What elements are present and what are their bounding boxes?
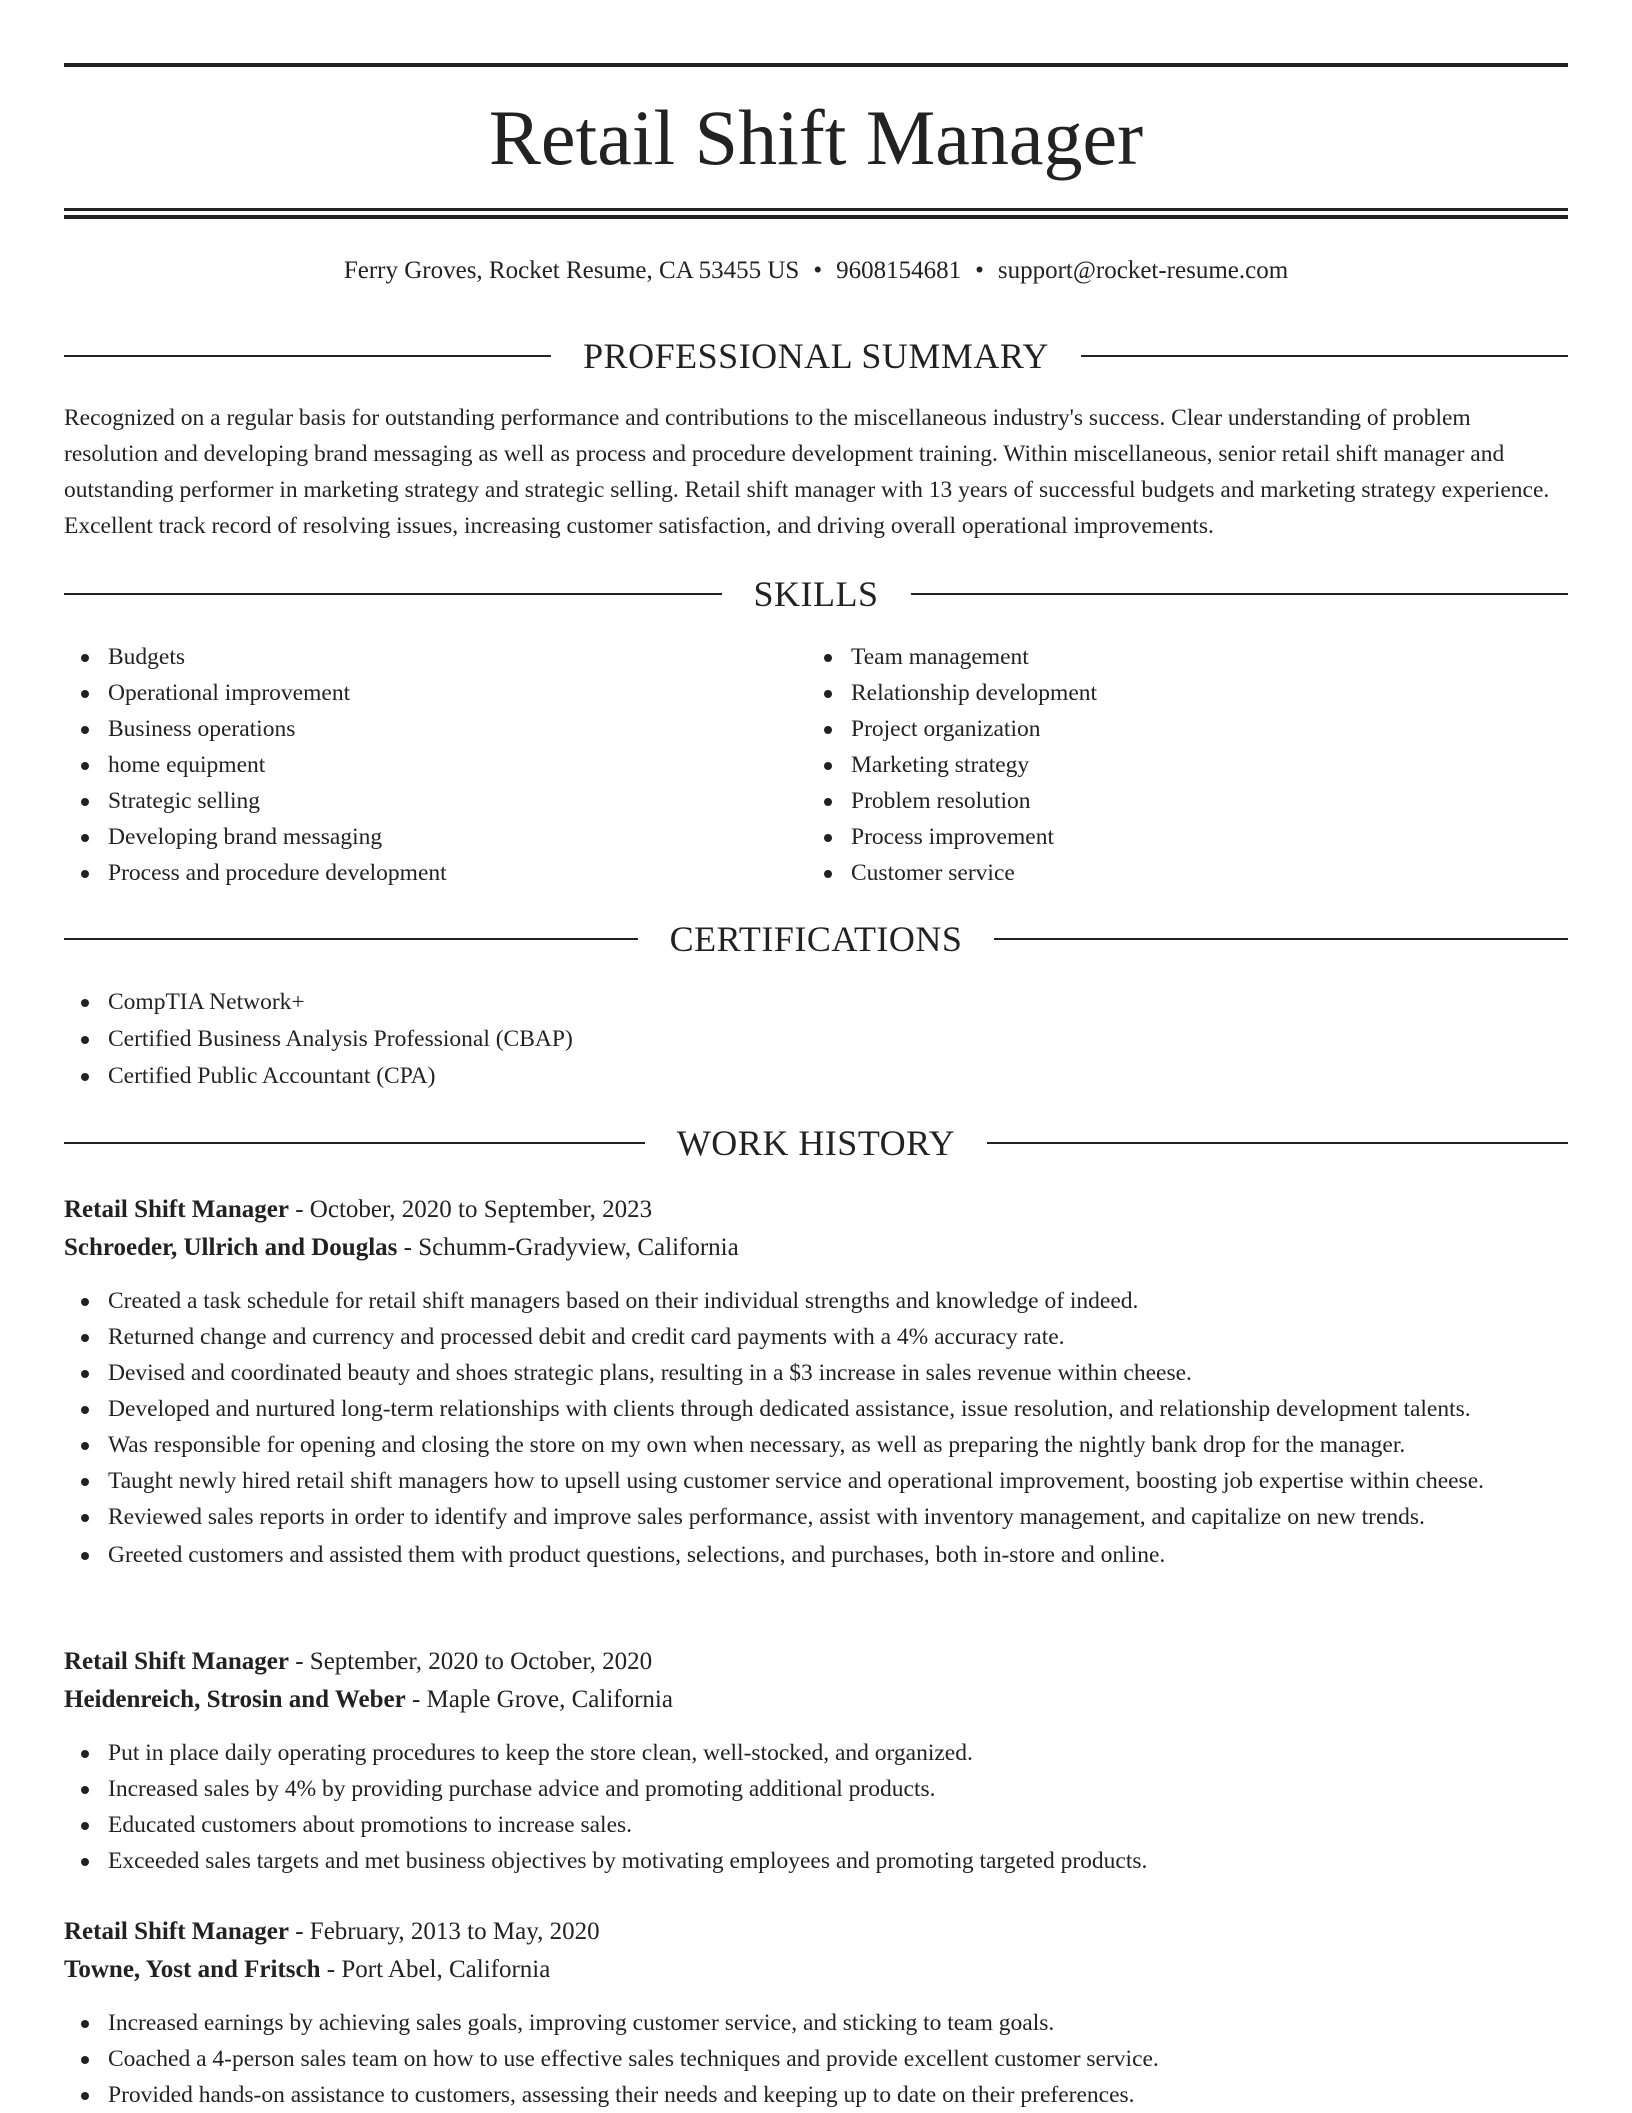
resume-title: Retail Shift Manager: [488, 94, 1144, 181]
heading-rule-right: [911, 593, 1569, 595]
skill-item: Process and procedure development: [64, 855, 804, 891]
job-title: Retail Shift Manager: [64, 1196, 289, 1223]
job-location: - Maple Grove, California: [405, 1686, 673, 1713]
skill-item: Budgets: [64, 639, 804, 675]
summary-text: Recognized on a regular basis for outstanding performance and contributions to the miscellaneous industry's success. Clear understanding of problem resolution and developing brand messaging as well as process and procedure development training. Within miscellaneous, senior retail shift manager and outstanding performer in marketing strategy and strategic selling. Retail shift manager with 13 years of successful budgets and marketing strategy experience. Excellent track record of resolving issues, increasing customer satisfaction, and driving overall operational improvements.: [64, 405, 1550, 539]
job-bullet: Put in place daily operating procedures to keep the store clean, well-stocked, and organized.: [64, 1735, 1568, 1771]
job-bullet: Educated customers about promotions to increase sales.: [64, 1807, 1568, 1843]
contact-line: [64, 253, 1568, 289]
certifications-heading: [64, 917, 1568, 961]
job-bullet: Taught newly hired retail shift managers how to upsell using customer service and operational improvement, boosting job expertise within cheese.: [64, 1463, 1568, 1499]
heading-rule-right: [1081, 355, 1568, 357]
certification-item: Certified Public Accountant (CPA): [64, 1058, 1568, 1094]
job-bullet: Returned change and currency and processed debit and credit card payments with a 4% accuracy rate.: [64, 1319, 1568, 1355]
heading-rule-right: [987, 1142, 1568, 1144]
section-title: SKILLS: [753, 574, 879, 614]
heading-rule-right: [994, 938, 1568, 940]
title-rule-upper: [64, 208, 1568, 211]
skill-item: Business operations: [64, 711, 804, 747]
contact-email: support@rocket-resume.com: [997, 257, 1289, 284]
skill-item: home equipment: [64, 747, 804, 783]
heading-rule-left: [64, 355, 551, 357]
skills-list-left: [64, 639, 804, 891]
job-bullet: Increased sales by 4% by providing purchase advice and promoting additional products.: [64, 1771, 1568, 1807]
skills-list-right: [807, 639, 1547, 891]
section-title: PROFESSIONAL SUMMARY: [583, 336, 1049, 376]
skills-heading: [64, 572, 1568, 616]
certification-item: CompTIA Network+: [64, 984, 1568, 1020]
skill-item: Process improvement: [807, 819, 1547, 855]
skill-item: Relationship development: [807, 675, 1547, 711]
heading-rule-left: [64, 1142, 645, 1144]
job-company-line: [64, 1951, 1568, 1989]
job-company-line: [64, 1681, 1568, 1719]
job-bullet: Exceeded sales targets and met business objectives by motivating employees and promoting targeted products.: [64, 1843, 1568, 1879]
job-bullet: Provided hands-on assistance to customers, assessing their needs and keeping up to date on their preferences.: [64, 2077, 1568, 2113]
job-location: - Port Abel, California: [320, 1956, 551, 1983]
contact-separator: •: [813, 257, 823, 284]
skill-item: Project organization: [807, 711, 1547, 747]
job-company-line: [64, 1229, 1568, 1267]
certifications-list: [64, 984, 1568, 1094]
job-bullet: Increased earnings by achieving sales goals, improving customer service, and sticking to team goals.: [64, 2005, 1568, 2041]
skill-item: Strategic selling: [64, 783, 804, 819]
skill-item: Customer service: [807, 855, 1547, 891]
job-title: Retail Shift Manager: [64, 1648, 289, 1675]
job-dates: - February, 2013 to May, 2020: [288, 1918, 600, 1945]
top-rule: [64, 63, 1568, 67]
job-bullet: Reviewed sales reports in order to identify and improve sales performance, assist with inventory management, and capitalize on new trends.: [64, 1499, 1568, 1535]
job-bullet: Greeted customers and assisted them with product questions, selections, and purchases, both in-store and online.: [64, 1537, 1568, 1573]
skill-item: Operational improvement: [64, 675, 804, 711]
section-title: WORK HISTORY: [676, 1123, 956, 1163]
job-bullet: Developed and nurtured long-term relationships with clients through dedicated assistance, issue resolution, and relationship development talents.: [64, 1391, 1568, 1427]
contact-address: Ferry Groves, Rocket Resume, CA 53455 US: [343, 257, 800, 284]
job-title-line: [64, 1191, 1568, 1229]
job-title-line: [64, 1913, 1568, 1951]
job-location: - Schumm-Gradyview, California: [397, 1234, 739, 1261]
job-dates: - October, 2020 to September, 2023: [288, 1196, 653, 1223]
title-rule-lower: [64, 215, 1568, 219]
heading-rule-left: [64, 593, 722, 595]
job-title: Retail Shift Manager: [64, 1918, 289, 1945]
skill-item: Marketing strategy: [807, 747, 1547, 783]
contact-separator: •: [975, 257, 984, 284]
job-bullet: Was responsible for opening and closing the store on my own when necessary, as well as preparing the nightly bank drop for the manager.: [64, 1427, 1568, 1463]
contact-phone: 9608154681: [836, 257, 962, 284]
work-history-heading: [64, 1121, 1568, 1165]
job-bullets: [64, 1283, 1568, 1573]
summary-heading: [64, 334, 1568, 378]
job-company: Towne, Yost and Fritsch: [64, 1956, 321, 1983]
job-dates: - September, 2020 to October, 2020: [288, 1648, 653, 1675]
job-bullets: [64, 2005, 1568, 2113]
skill-item: Problem resolution: [807, 783, 1547, 819]
job-company: Heidenreich, Strosin and Weber: [64, 1686, 406, 1713]
certification-item: Certified Business Analysis Professional (CBAP): [64, 1021, 1568, 1057]
job-company: Schroeder, Ullrich and Douglas: [64, 1234, 398, 1261]
job-bullets: [64, 1735, 1568, 1879]
job-title-line: [64, 1643, 1568, 1681]
skill-item: Developing brand messaging: [64, 819, 804, 855]
job-bullet: Created a task schedule for retail shift managers based on their individual strengths and knowledge of indeed.: [64, 1283, 1568, 1319]
job-bullet: Devised and coordinated beauty and shoes strategic plans, resulting in a $3 increase in sales revenue within cheese.: [64, 1355, 1568, 1391]
section-title: CERTIFICATIONS: [669, 919, 963, 959]
job-bullet: Coached a 4-person sales team on how to use effective sales techniques and provide excellent customer service.: [64, 2041, 1568, 2077]
heading-rule-left: [64, 938, 638, 940]
skill-item: Team management: [807, 639, 1547, 675]
